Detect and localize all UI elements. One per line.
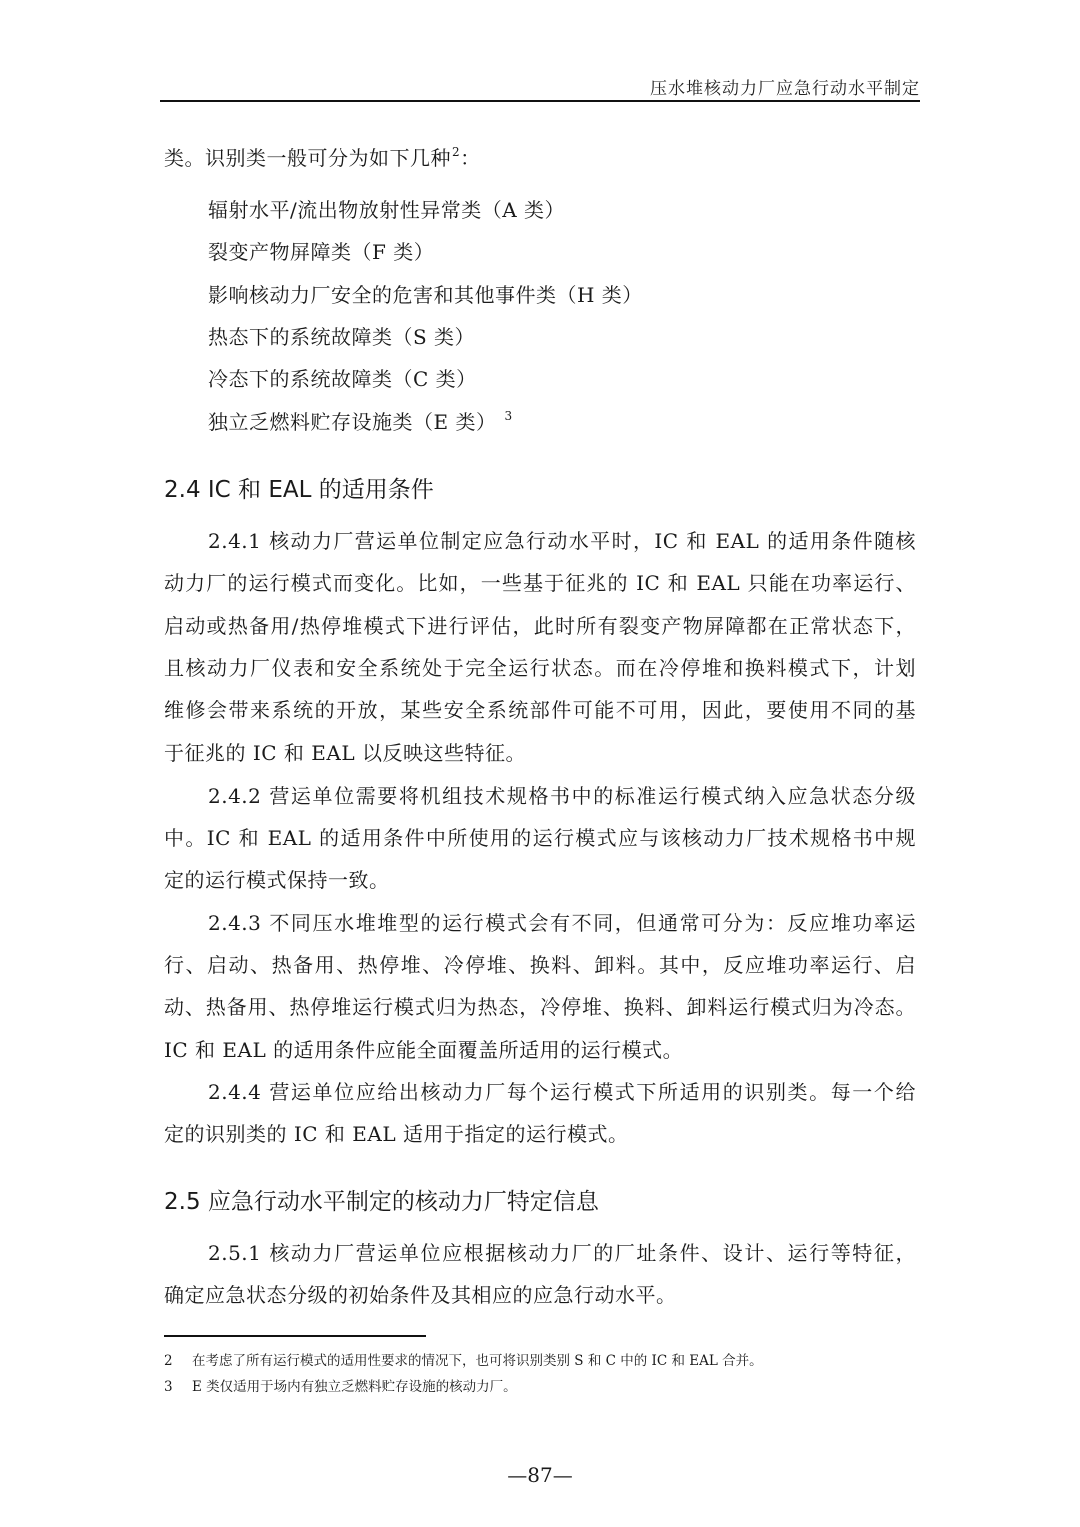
- paragraph-line: 定的识别类的 IC 和 EAL 适用于指定的运行模式。: [164, 1122, 629, 1146]
- category-item: 冷态下的系统故障类（C 类）: [208, 367, 477, 391]
- category-item: 影响核动力厂安全的危害和其他事件类（H 类）: [208, 283, 643, 307]
- footnote-rule: [164, 1335, 426, 1337]
- intro-line: [164, 146, 481, 173]
- footnote-ref-3: 3: [504, 409, 513, 423]
- footnote-number: 3: [164, 1379, 173, 1395]
- paragraph-line: 中。IC 和 EAL 的适用条件中所使用的运行模式应与该核动力厂技术规格书中规: [164, 826, 916, 850]
- paragraph-line: 2.5.1 核动力厂营运单位应根据核动力厂的厂址条件、设计、运行等特征，: [208, 1241, 916, 1265]
- paragraph-line: 2.4.2 营运单位需要将机组技术规格书中的标准运行模式纳入应急状态分级: [208, 784, 916, 808]
- category-item-last: [208, 410, 513, 437]
- footnote-text: 在考虑了所有运行模式的适用性要求的情况下，也可将识别类别 S 和 C 中的 IC 和 EAL 合并。: [192, 1353, 763, 1369]
- category-item: 辐射水平/流出物放射性异常类（A 类）: [208, 198, 566, 222]
- intro-tail: ：: [460, 146, 481, 170]
- page-number: —87—: [507, 1463, 573, 1487]
- category-item: 热态下的系统故障类（S 类）: [208, 325, 476, 349]
- running-header-title: 压水堆核动力厂应急行动水平制定: [650, 79, 920, 99]
- paragraph-line: 维修会带来系统的开放，某些安全系统部件可能不可用，因此，要使用不同的基: [164, 698, 916, 722]
- paragraph-line: 定的运行模式保持一致。: [164, 868, 390, 892]
- paragraph-line: 动、热备用、热停堆运行模式归为热态，冷停堆、换料、卸料运行模式归为冷态。: [164, 995, 916, 1019]
- paragraph-line: 2.4.3 不同压水堆堆型的运行模式会有不同，但通常可分为：反应堆功率运: [208, 911, 916, 935]
- footnote-3: [164, 1378, 517, 1396]
- footnote-2: [164, 1352, 763, 1370]
- paragraph-line: 2.4.4 营运单位应给出核动力厂每个运行模式下所适用的识别类。每一个给: [208, 1080, 916, 1104]
- section-heading-2-4: 2.4 IC 和 EAL 的适用条件: [164, 477, 434, 503]
- footnote-number: 2: [164, 1353, 173, 1369]
- paragraph-line: 行、启动、热备用、热停堆、冷停堆、换料、卸料。其中，反应堆功率运行、启: [164, 953, 916, 977]
- paragraph-line: 于征兆的 IC 和 EAL 以反映这些特征。: [164, 741, 526, 765]
- footnote-ref-2: 2: [452, 145, 461, 159]
- paragraph-line: 启动或热备用/热停堆模式下进行评估，此时所有裂变产物屏障都在正常状态下，: [164, 614, 916, 638]
- paragraph-line: 动力厂的运行模式而变化。比如，一些基于征兆的 IC 和 EAL 只能在功率运行、: [164, 571, 916, 595]
- intro-text: 类。识别类一般可分为如下几种: [164, 146, 451, 170]
- paragraph-line: 确定应急状态分级的初始条件及其相应的应急行动水平。: [164, 1283, 677, 1307]
- paragraph-line: 2.4.1 核动力厂营运单位制定应急行动水平时，IC 和 EAL 的适用条件随核: [208, 529, 916, 553]
- paragraph-line: 且核动力厂仪表和安全系统处于完全运行状态。而在冷停堆和换料模式下，计划: [164, 656, 916, 680]
- footnote-text: E 类仅适用于场内有独立乏燃料贮存设施的核动力厂。: [192, 1379, 517, 1395]
- category-item: 裂变产物屏障类（F 类）: [208, 240, 435, 264]
- category-item-text: 独立乏燃料贮存设施类（E 类）: [208, 410, 497, 434]
- paragraph-line: IC 和 EAL 的适用条件应能全面覆盖所适用的运行模式。: [164, 1038, 684, 1062]
- header-rule: [160, 100, 920, 102]
- section-heading-2-5: 2.5 应急行动水平制定的核动力厂特定信息: [164, 1189, 599, 1215]
